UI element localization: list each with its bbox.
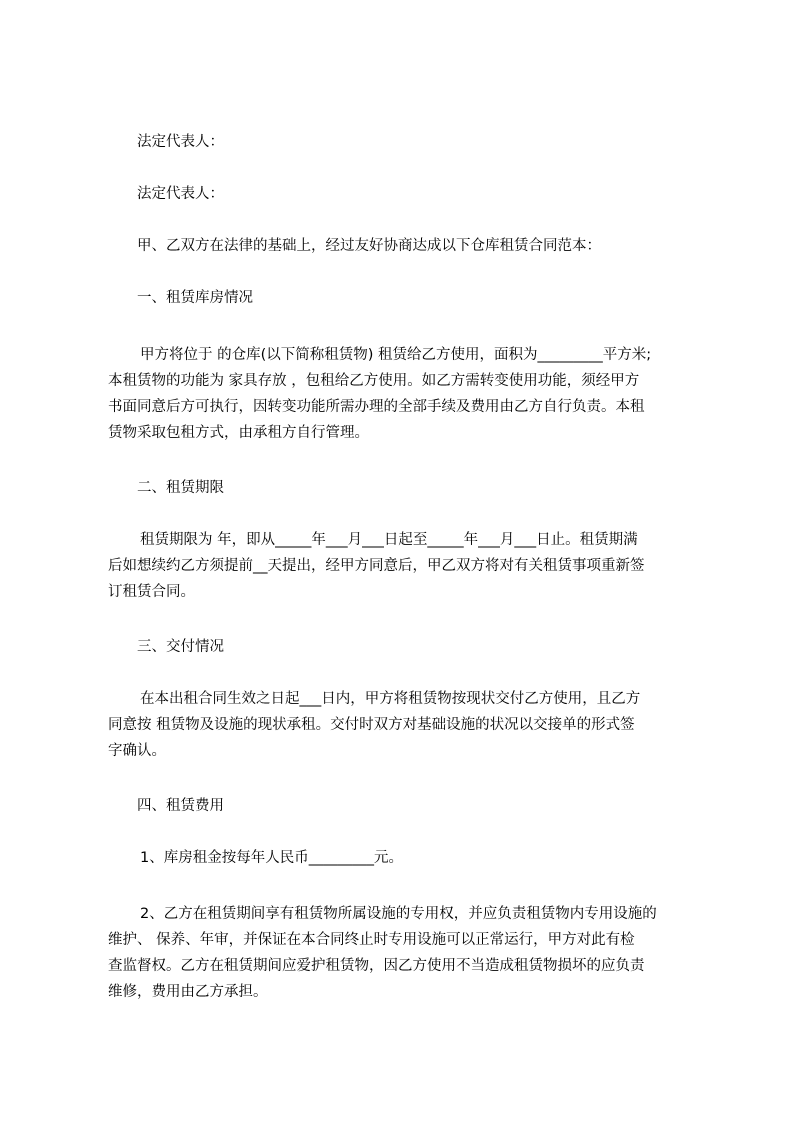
section-heading: 二、租赁期限 <box>137 480 224 496</box>
paragraph-line: 本租赁物的功能为 家具存放 ，包租给乙方使用。如乙方需转变使用功能，须经甲方 <box>108 373 640 389</box>
intro-paragraph: 甲、乙双方在法律的基础上，经过友好协商达成以下仓库租赁合同范本： <box>137 238 601 254</box>
paragraph-line: 后如想续约乙方须提前__天提出，经甲方同意后，甲乙双方将对有关租赁事项重新签 <box>108 558 645 574</box>
section-heading: 四、租赁费用 <box>137 798 224 814</box>
paragraph-line: 维护、 保养、年审，并保证在本合同终止时专用设施可以正常运行，甲方对此有检 <box>108 932 635 948</box>
legal-representative-line: 法定代表人： <box>137 134 224 150</box>
paragraph-line: 2、乙方在租赁期间享有租赁物所属设施的专用权，并应负责租赁物内专用设施的 <box>140 906 657 922</box>
rent-item: 1、库房租金按每年人民币_________元。 <box>140 850 403 866</box>
section-heading: 一、租赁库房情况 <box>137 290 253 306</box>
paragraph-line: 订租赁合同。 <box>108 584 195 600</box>
legal-representative-line: 法定代表人： <box>137 186 224 202</box>
paragraph-line: 赁物采取包租方式，由承租方自行管理。 <box>108 425 369 441</box>
paragraph-line: 查监督权。乙方在租赁期间应爱护租赁物，因乙方使用不当造成租赁物损坏的应负责 <box>108 958 645 974</box>
paragraph-line: 同意按 租赁物及设施的现状承租。交付时双方对基础设施的状况以交接单的形式签 <box>108 717 635 733</box>
paragraph-line: 甲方将位于 的仓库(以下简称租赁物) 租赁给乙方使用，面积为_________平方米; <box>140 347 652 363</box>
paragraph-line: 书面同意后方可执行，因转变功能所需办理的全部手续及费用由乙方自行负责。本租 <box>108 399 645 415</box>
section-heading: 三、交付情况 <box>137 639 224 655</box>
paragraph-line: 维修，费用由乙方承担。 <box>108 984 268 1000</box>
paragraph-line: 租赁期限为 年，即从_____年___月___日起至_____年___月___日止。租赁期满 <box>140 532 638 548</box>
paragraph-line: 字确认。 <box>108 743 166 759</box>
paragraph-line: 在本出租合同生效之日起___日内，甲方将租赁物按现状交付乙方使用，且乙方 <box>140 691 641 707</box>
